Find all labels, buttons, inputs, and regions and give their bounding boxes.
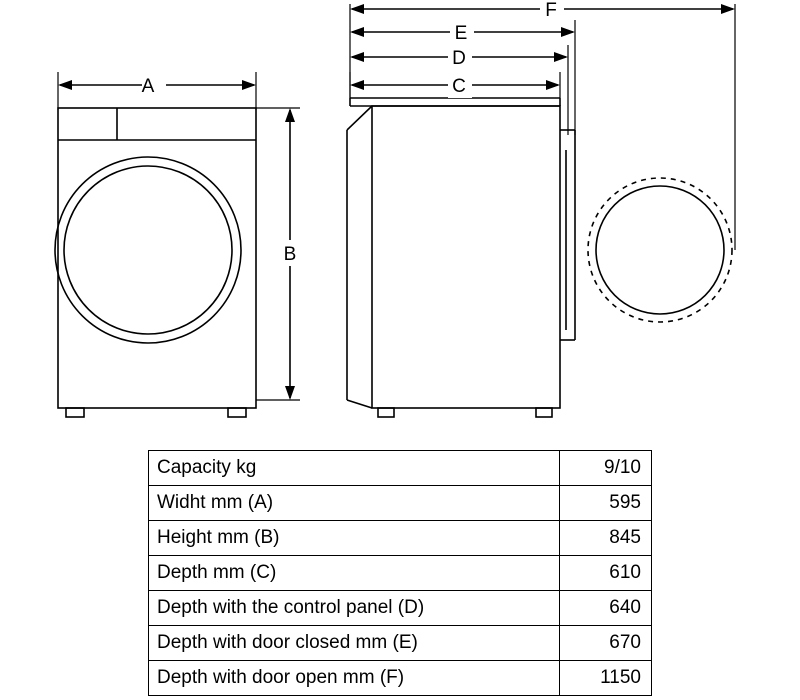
table-row [149, 591, 652, 626]
table-row [149, 521, 652, 556]
table-row [149, 661, 652, 696]
spec-value: 610 [560, 556, 652, 591]
spec-label: Depth with the control panel (D) [149, 591, 560, 626]
dimension-f [350, 4, 735, 250]
front-view-appliance [55, 108, 256, 417]
spec-value: 9/10 [560, 451, 652, 486]
specifications-table [148, 450, 652, 696]
dimension-label-f: F [545, 0, 557, 21]
spec-label: Depth with door closed mm (E) [149, 626, 560, 661]
spec-label: Depth with door open mm (F) [149, 661, 560, 696]
spec-label: Capacity kg [149, 451, 560, 486]
spec-value: 595 [560, 486, 652, 521]
spec-label: Height mm (B) [149, 521, 560, 556]
table-row [149, 451, 652, 486]
table-row [149, 626, 652, 661]
spec-value: 845 [560, 521, 652, 556]
spec-label: Depth mm (C) [149, 556, 560, 591]
spec-label: Widht mm (A) [149, 486, 560, 521]
table-row [149, 486, 652, 521]
dimension-label-e: E [454, 23, 468, 44]
table-row [149, 556, 652, 591]
dimension-label-a: A [141, 76, 155, 97]
spec-table-body [149, 451, 652, 696]
spec-value: 1150 [560, 661, 652, 696]
side-view-appliance [347, 98, 575, 417]
spec-value: 670 [560, 626, 652, 661]
spec-value: 640 [560, 591, 652, 626]
dimension-label-c: C [452, 76, 466, 97]
open-door-outline [588, 178, 732, 322]
dimension-label-b: B [283, 244, 297, 265]
dimension-label-d: D [452, 48, 466, 69]
